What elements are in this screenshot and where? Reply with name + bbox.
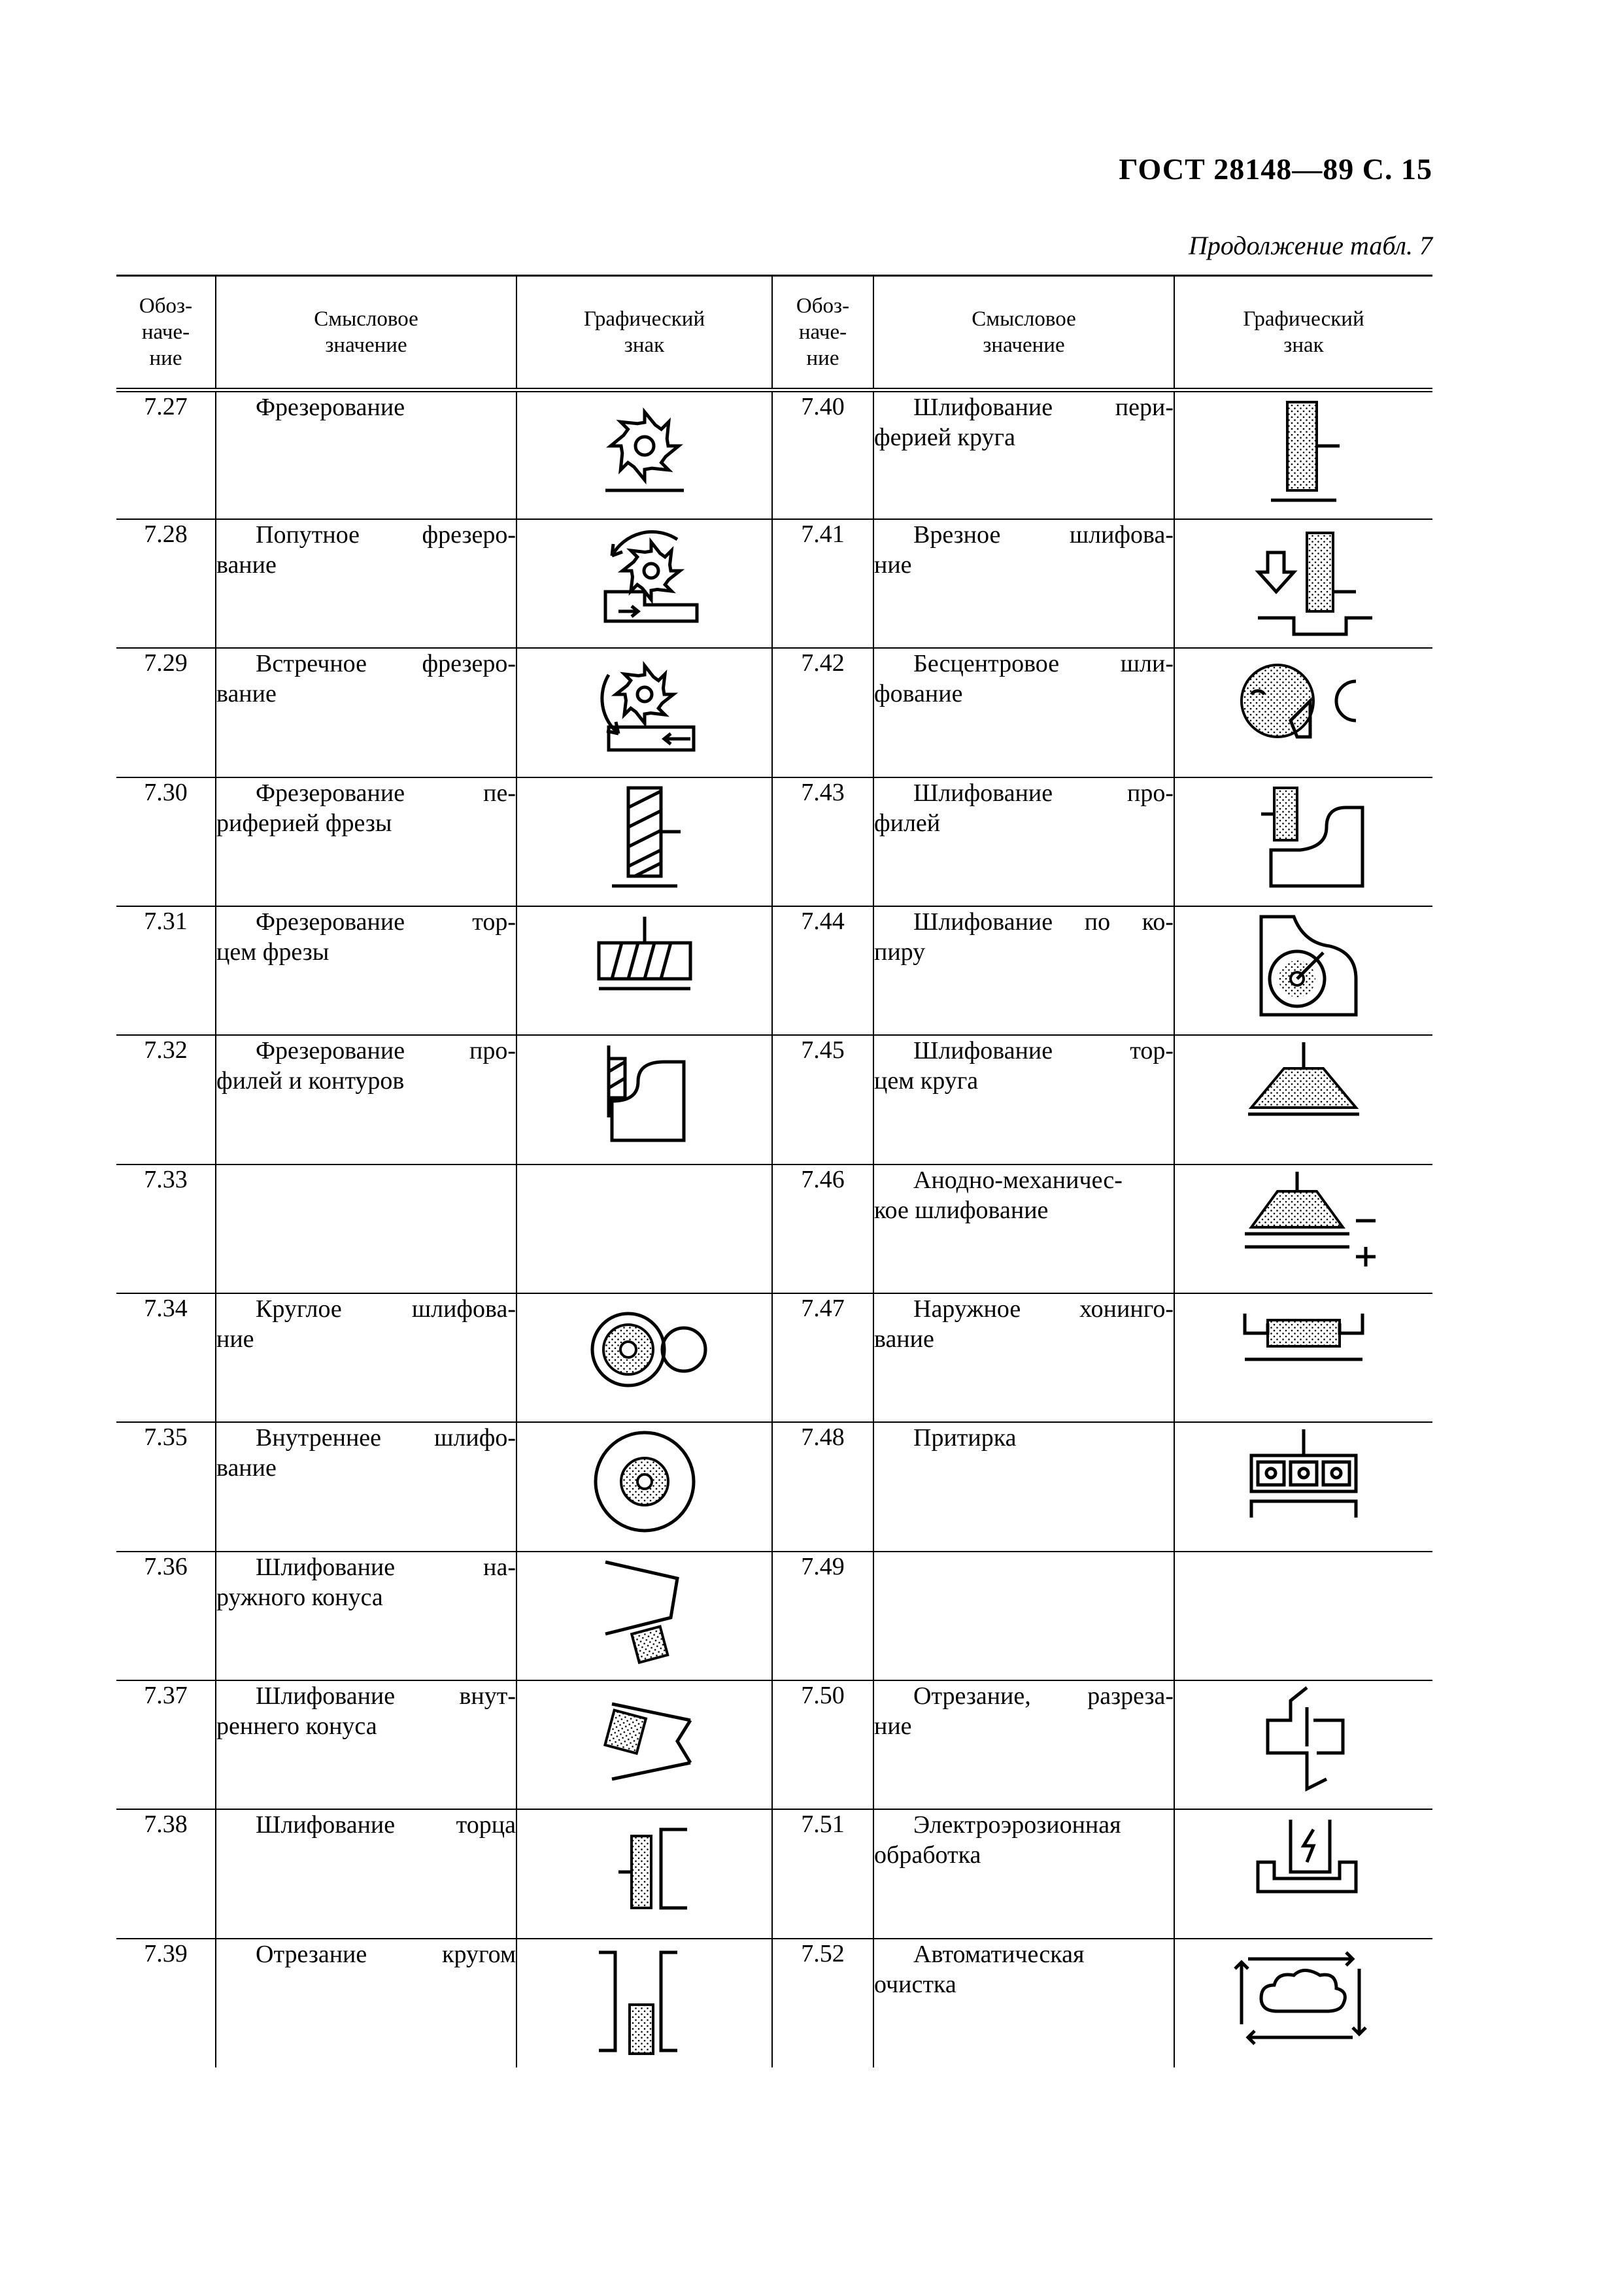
- profile-grinding-icon: [1232, 778, 1376, 896]
- row-meaning: Отрезание, разреза- ние: [873, 1680, 1174, 1809]
- abrasive-cutoff-icon: [573, 1939, 717, 2057]
- row-designation: 7.28: [116, 519, 216, 648]
- row-designation: 7.49: [772, 1552, 873, 1680]
- row-sign: [1174, 1164, 1432, 1293]
- row-sign: [1174, 1293, 1432, 1422]
- row-meaning: Шлифование внут- реннего конуса: [216, 1680, 516, 1809]
- page-header: ГОСТ 28148—89 С. 15: [1119, 152, 1432, 186]
- row-meaning: Электроэрозионная обработка: [873, 1809, 1174, 1938]
- edm-icon: [1232, 1810, 1376, 1928]
- external-taper-grinding-icon: [573, 1552, 717, 1670]
- row-designation: 7.29: [116, 648, 216, 777]
- row-meaning: Анодно-механичес- кое шлифование: [873, 1164, 1174, 1293]
- cylindrical-grinding-icon: [573, 1294, 717, 1412]
- row-sign: [1174, 1680, 1432, 1809]
- climb-milling-icon: [573, 520, 717, 638]
- row-sign: [1174, 1035, 1432, 1164]
- row-meaning: Попутное фрезеро- вание: [216, 519, 516, 648]
- row-sign: [516, 1422, 772, 1551]
- row-meaning: [216, 1164, 516, 1293]
- row-meaning: Фрезерование тор- цем фрезы: [216, 906, 516, 1035]
- row-designation: 7.47: [772, 1293, 873, 1422]
- row-meaning: Фрезерование: [216, 390, 516, 519]
- table-row: [116, 519, 1432, 648]
- automatic-cleaning-icon: [1232, 1939, 1376, 2057]
- table-row: [116, 1422, 1432, 1551]
- row-meaning: Бесцентровое шли- фование: [873, 648, 1174, 777]
- row-sign: [1174, 1552, 1432, 1680]
- centerless-grinding-icon: [1232, 649, 1376, 766]
- row-meaning: Фрезерование пе- риферией фрезы: [216, 777, 516, 906]
- row-designation: 7.52: [772, 1939, 873, 2067]
- face-milling-icon: [573, 907, 717, 1025]
- row-sign: [1174, 519, 1432, 648]
- col-header-num: Обоз- наче- ние: [772, 276, 873, 390]
- row-designation: 7.35: [116, 1422, 216, 1551]
- row-meaning: Фрезерование про- филей и контуров: [216, 1035, 516, 1164]
- row-sign: [516, 1552, 772, 1680]
- row-meaning: Внутреннее шлифо- вание: [216, 1422, 516, 1551]
- internal-grinding-icon: [573, 1423, 717, 1540]
- row-meaning: Отрезание кругом: [216, 1939, 516, 2067]
- row-designation: 7.45: [772, 1035, 873, 1164]
- peripheral-milling-icon: [573, 778, 717, 896]
- col-header-sign: Графический знак: [516, 276, 772, 390]
- table-continuation-label: Продолжение табл. 7: [1188, 231, 1432, 260]
- row-designation: 7.31: [116, 906, 216, 1035]
- row-sign: [516, 1035, 772, 1164]
- row-sign: [516, 777, 772, 906]
- row-designation: 7.37: [116, 1680, 216, 1809]
- row-meaning: Шлифование про- филей: [873, 777, 1174, 906]
- row-designation: 7.34: [116, 1293, 216, 1422]
- row-sign: [1174, 777, 1432, 906]
- peripheral-grinding-icon: [1232, 392, 1376, 510]
- row-designation: 7.30: [116, 777, 216, 906]
- row-sign: [516, 1164, 772, 1293]
- row-meaning: [873, 1552, 1174, 1680]
- row-sign: [516, 648, 772, 777]
- symbols-table: [116, 275, 1432, 2067]
- table-row: [116, 648, 1432, 777]
- table-row: [116, 1680, 1432, 1809]
- row-designation: 7.44: [772, 906, 873, 1035]
- row-designation: 7.40: [772, 390, 873, 519]
- row-sign: [516, 1680, 772, 1809]
- row-designation: 7.27: [116, 390, 216, 519]
- anodic-grinding-icon: [1232, 1165, 1376, 1283]
- end-grinding-icon: [573, 1810, 717, 1928]
- row-meaning: Шлифование тор- цем круга: [873, 1035, 1174, 1164]
- row-meaning: Шлифование на- ружного конуса: [216, 1552, 516, 1680]
- table-row: [116, 1293, 1432, 1422]
- row-sign: [516, 519, 772, 648]
- row-meaning: Шлифование торца: [216, 1809, 516, 1938]
- row-sign: [1174, 1809, 1432, 1938]
- row-sign: [516, 1939, 772, 2067]
- conventional-milling-icon: [573, 649, 717, 766]
- row-sign: [1174, 390, 1432, 519]
- table-row: [116, 390, 1432, 519]
- row-meaning: Круглое шлифова- ние: [216, 1293, 516, 1422]
- col-header-num: Обоз- наче- ние: [116, 276, 216, 390]
- row-meaning: Врезное шлифова- ние: [873, 519, 1174, 648]
- row-meaning: Шлифование по ко- пиру: [873, 906, 1174, 1035]
- table-header-row: [116, 276, 1432, 390]
- row-sign: [1174, 1422, 1432, 1551]
- external-honing-icon: [1232, 1294, 1376, 1412]
- row-sign: [1174, 648, 1432, 777]
- row-designation: 7.41: [772, 519, 873, 648]
- lapping-icon: [1232, 1423, 1376, 1540]
- table-row: [116, 1552, 1432, 1680]
- row-designation: 7.42: [772, 648, 873, 777]
- row-designation: 7.33: [116, 1164, 216, 1293]
- table-row: [116, 1809, 1432, 1938]
- row-sign: [1174, 1939, 1432, 2067]
- row-sign: [516, 906, 772, 1035]
- plunge-grinding-icon: [1232, 520, 1376, 638]
- row-sign: [516, 1809, 772, 1938]
- milling-cutter-icon: [573, 392, 717, 510]
- row-designation: 7.32: [116, 1035, 216, 1164]
- row-designation: 7.39: [116, 1939, 216, 2067]
- row-sign: [1174, 906, 1432, 1035]
- row-meaning: Шлифование пери- ферией круга: [873, 390, 1174, 519]
- profile-milling-icon: [573, 1036, 717, 1153]
- row-designation: 7.50: [772, 1680, 873, 1809]
- col-header-meaning: Смысловое значение: [873, 276, 1174, 390]
- table-row: [116, 1164, 1432, 1293]
- row-designation: 7.46: [772, 1164, 873, 1293]
- table-row: [116, 1035, 1432, 1164]
- row-meaning: Встречное фрезеро- вание: [216, 648, 516, 777]
- cutting-off-icon: [1232, 1681, 1376, 1799]
- col-header-meaning: Смысловое значение: [216, 276, 516, 390]
- row-designation: 7.43: [772, 777, 873, 906]
- row-sign: [516, 390, 772, 519]
- face-grinding-icon: [1232, 1036, 1376, 1153]
- row-sign: [516, 1293, 772, 1422]
- row-meaning: Автоматическая очистка: [873, 1939, 1174, 2067]
- table-row: [116, 1939, 1432, 2067]
- row-designation: 7.51: [772, 1809, 873, 1938]
- row-meaning: Наружное хонинго- вание: [873, 1293, 1174, 1422]
- table-row: [116, 906, 1432, 1035]
- copy-grinding-icon: [1232, 907, 1376, 1025]
- row-meaning: Притирка: [873, 1422, 1174, 1551]
- row-designation: 7.36: [116, 1552, 216, 1680]
- row-designation: 7.38: [116, 1809, 216, 1938]
- internal-taper-grinding-icon: [573, 1681, 717, 1799]
- row-designation: 7.48: [772, 1422, 873, 1551]
- table-row: [116, 777, 1432, 906]
- col-header-sign: Графический знак: [1174, 276, 1432, 390]
